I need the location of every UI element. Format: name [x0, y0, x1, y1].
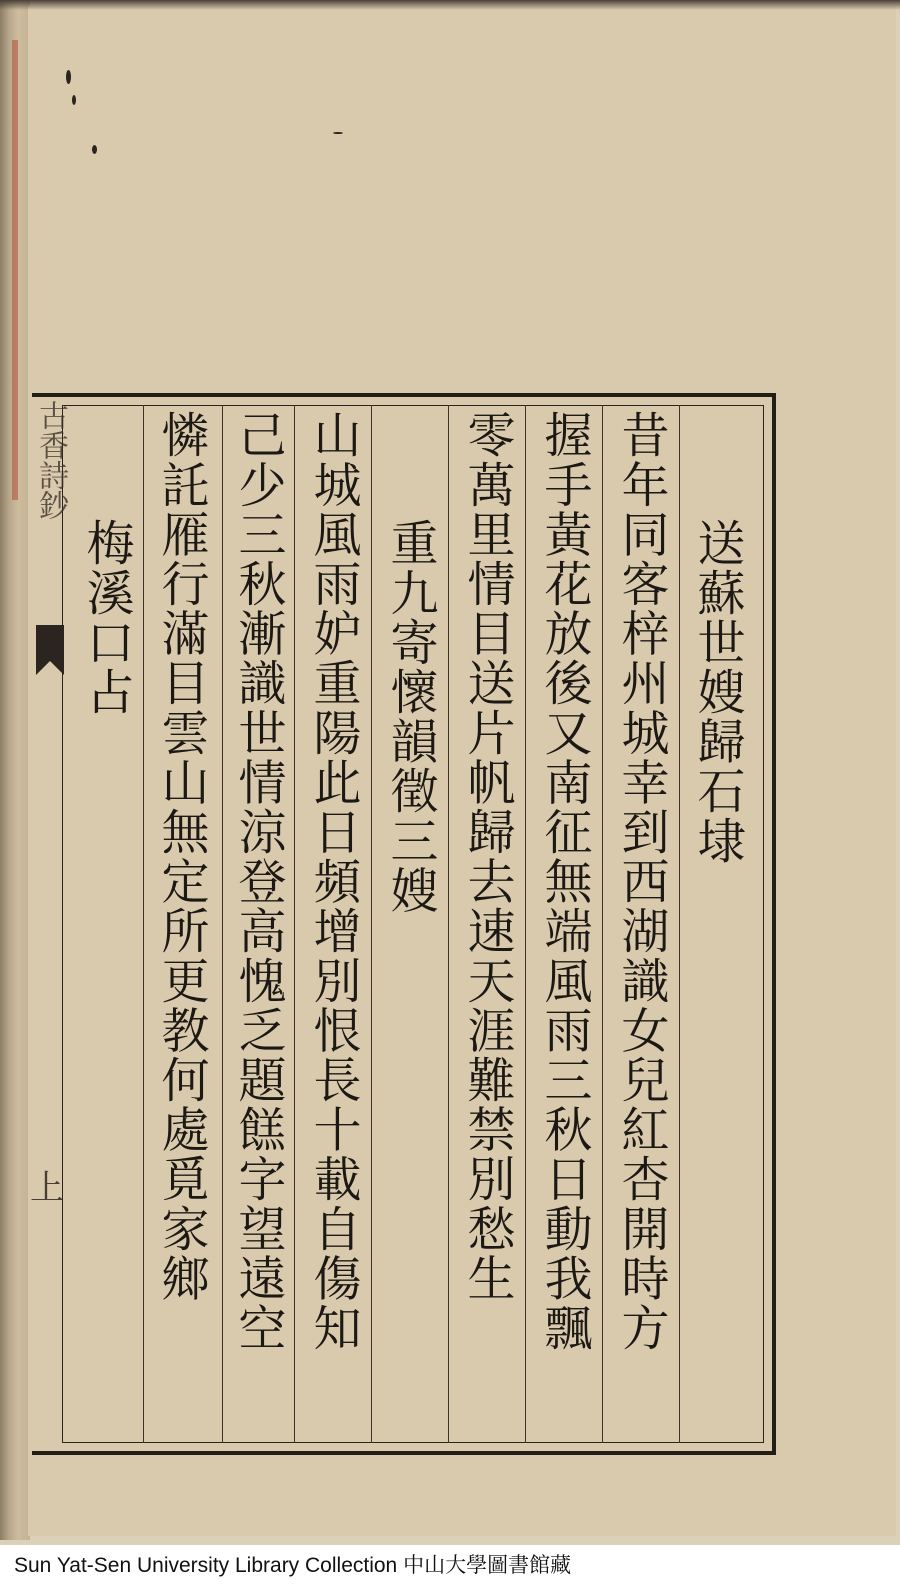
- poem-2-line-3: 憐託雁行滿目雲山無定所更教何處覓家鄉: [153, 410, 209, 1303]
- column-rule: [679, 405, 680, 1443]
- column-rule: [525, 405, 526, 1443]
- folio-number: 上: [30, 1168, 64, 1208]
- poem-title-1: 送蘇世嫂歸石埭: [689, 518, 745, 866]
- ink-speck: [92, 145, 97, 154]
- poem-2-line-2: 己少三秋漸識世情涼登高愧乏題餻字望遠空: [230, 410, 286, 1353]
- ink-speck: [333, 132, 343, 134]
- column-rule: [143, 405, 144, 1443]
- poem-1-line-2: 握手黃花放後又南征無端風雨三秋日動我飄: [536, 410, 592, 1353]
- poem-1-line-3: 零萬里情目送片帆歸去速天涯難禁別愁生: [459, 410, 515, 1303]
- poem-1-line-1: 昔年同客梓州城幸到西湖識女兒紅杏開時方: [613, 410, 669, 1353]
- column-rule: [371, 405, 372, 1443]
- column-rule: [222, 405, 223, 1443]
- page-top-shadow: [0, 0, 900, 10]
- ink-speck: [66, 70, 71, 84]
- page-edge-stain: [12, 40, 18, 500]
- ink-speck: [72, 95, 76, 105]
- poem-title-3: 梅溪口占: [78, 518, 134, 717]
- collection-credit: Sun Yat-Sen University Library Collection 中山大學圖書館藏: [0, 1545, 900, 1587]
- column-rule: [602, 405, 603, 1443]
- column-rule: [294, 405, 295, 1443]
- book-title-margin: 古香詩鈔: [33, 400, 68, 520]
- poem-2-line-1: 山城風雨妒重陽此日頻增別恨長十載自傷知: [305, 410, 361, 1353]
- poem-title-2: 重九寄懷韻徵三嫂: [382, 518, 438, 915]
- column-rule: [448, 405, 449, 1443]
